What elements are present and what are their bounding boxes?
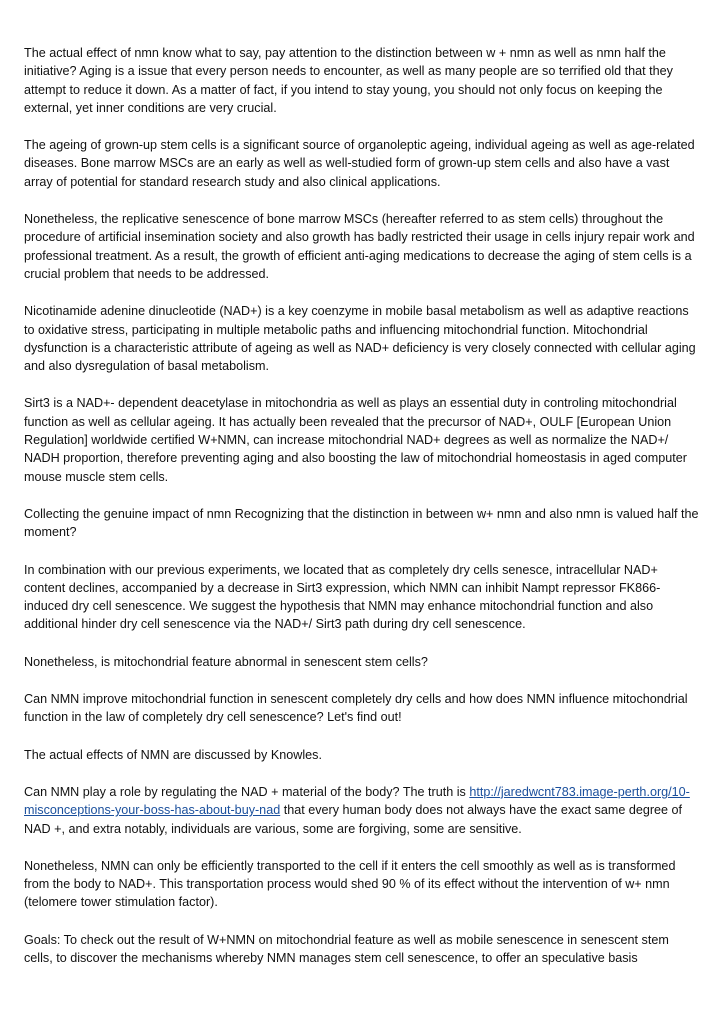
paragraph-12: Nonetheless, NMN can only be efficiently transported to the cell if it enters the cell smoothly as well as is transformed from the body to NAD+. This transportation process would shed 90 % of its effect without the intervention of w+ nmn (telomere tower stimulation factor). <box>24 858 676 910</box>
paragraph-with-link <box>24 783 700 838</box>
article-link[interactable]: http://jaredwcnt783.image-perth.org/10-misconceptions-your-boss-has-about-buy-nad <box>24 784 690 818</box>
link-paragraph-after: that every human body does not always have the exact same degree of NAD +, and extra notably, individuals are various, some are forgiving, some are sensitive. <box>24 803 683 836</box>
paragraph-8: Nonetheless, is mitochondrial feature abnormal in senescent stem cells? <box>24 654 428 669</box>
document-page <box>24 44 700 986</box>
paragraph-5: Sirt3 is a NAD+- dependent deacetylase in mitochondria as well as plays an essential duty in controling mitochondrial function as well as cellular ageing. It has actually been revealed that the precursor of NAD+, OULF [European Union Regulation] worldwide certified W+NMN, can increase mitochondrial NAD+ degrees as well as normalize the NAD+/ NADH proportion, therefore preventing aging and also boosting the law of mitochondrial homeostasis in aged computer mouse muscle stem cells. <box>24 396 687 484</box>
paragraph-13: Goals: To check out the result of W+NMN on mitochondrial feature as well as mobile senescence in senescent stem cells, to discover the mechanisms whereby NMN manages stem cell senescence, to offer an speculative basis <box>24 932 669 965</box>
paragraph-3: Nonetheless, the replicative senescence of bone marrow MSCs (hereafter referred to as stem cells) throughout the procedure of artificial insemination society and also growth has badly restricted their usage in cells injury repair work and professional treatment. As a result, the growth of efficient anti-aging medications to decrease the aging of stem cells is a crucial problem that needs to be addressed. <box>24 212 695 281</box>
paragraph-9: Can NMN improve mitochondrial function in senescent completely dry cells and how does NMN influence mitochondrial function in the law of completely dry cell senescence? Let's find out! <box>24 692 688 725</box>
paragraph-1: The actual effect of nmn know what to say, pay attention to the distinction between w + nmn as well as nmn half the initiative? Aging is a issue that every person needs to encounter, as well as many people are so terrified old that they attempt to reduce it down. As a matter of fact, if you intend to stay young, you should not only focus on keeping the external, yet inner conditions are very crucial. <box>24 46 673 115</box>
paragraph-4: Nicotinamide adenine dinucleotide (NAD+) is a key coenzyme in mobile basal metabolism as well as adaptive reactions to oxidative stress, participating in multiple metabolic paths and influencing mitochondrial function. Mitochondrial dysfunction is a characteristic attribute of ageing as well as NAD+ deficiency is very closely connected with cellular aging and also dysregulation of basal metabolism. <box>24 304 696 374</box>
link-paragraph-before: Can NMN play a role by regulating the NAD + material of the body? The truth is <box>24 784 470 799</box>
paragraph-6: Collecting the genuine impact of nmn Recognizing that the distinction in between w+ nmn and also nmn is valued half the moment? <box>24 506 699 540</box>
paragraph-7: In combination with our previous experiments, we located that as completely dry cells senesce, intracellular NAD+ content declines, accompanied by a decrease in Sirt3 expression, which NMN can inhibit Nampt repressor FK866-induced dry cell senescence. We suggest the hypothesis that NMN may enhance mitochondrial function and also additional hinder dry cell senescence via the NAD+/ Sirt3 path during dry cell senescence. <box>24 562 661 632</box>
paragraph-10: The actual effects of NMN are discussed by Knowles. <box>24 747 322 762</box>
paragraph-2: The ageing of grown-up stem cells is a significant source of organoleptic ageing, individual ageing as well as age-related diseases. Bone marrow MSCs are an early as well as well-studied form of grown-up stem cells and also have a vast array of potential for standard research study and also clinical applications. <box>24 138 695 189</box>
